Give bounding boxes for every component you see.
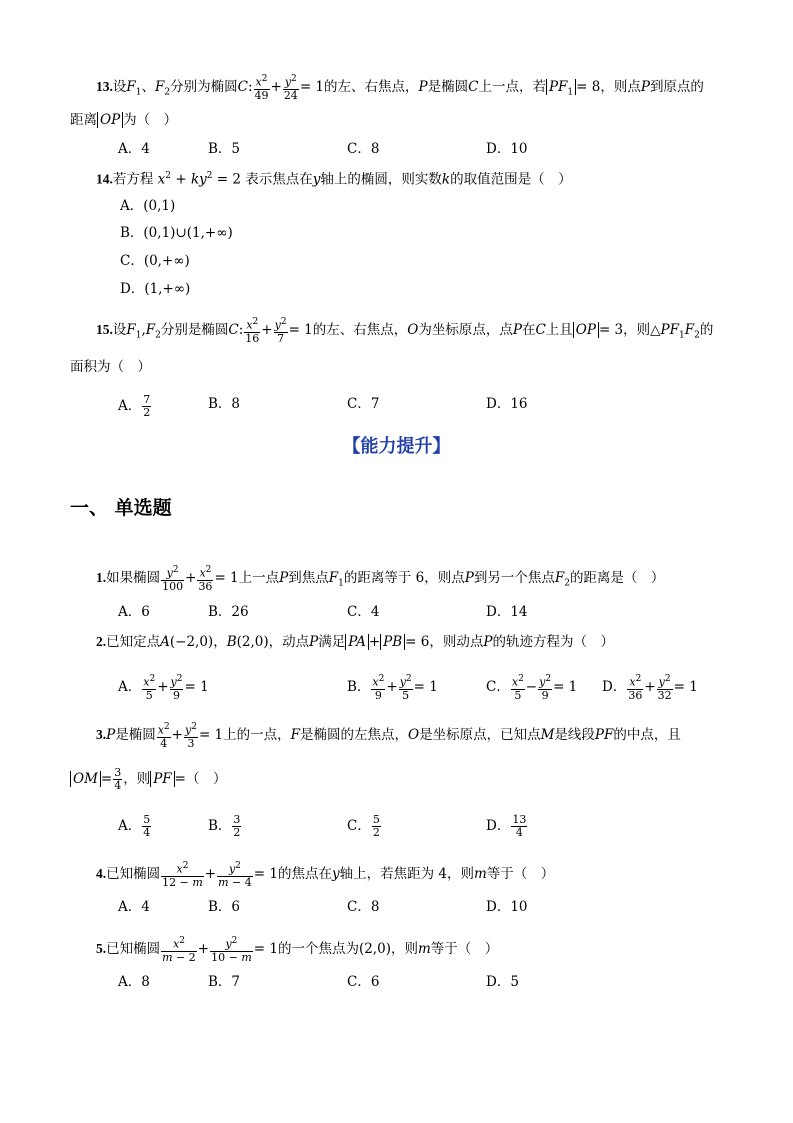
option-d[interactable]: D．(1,+∞)	[120, 281, 191, 297]
option-a[interactable]: A．8	[118, 974, 150, 990]
option-d[interactable]: D． $\frac{13}{4}$	[486, 813, 527, 839]
fraction: $\frac{y^2}{24}$	[283, 74, 298, 102]
option-c[interactable]: C． $\frac{5}{2}$	[347, 813, 380, 839]
option-d[interactable]: D．10	[486, 899, 528, 915]
option-b[interactable]: B．6	[208, 899, 241, 915]
question-13-line-2: 距离 OP 为（ ）	[70, 112, 178, 128]
option-a[interactable]: A．6	[118, 604, 150, 620]
option-c[interactable]: C．(0,+∞)	[120, 253, 190, 269]
question-15-line-2: 面积为（ ）	[70, 359, 151, 375]
option-d[interactable]: D．14	[486, 604, 528, 620]
question-15-line-1: 15.设$F_1,F_2$分别是椭圆C: $\frac{x^2}{16}$ + $\frac{y^2}{7}$ = 1的左、右焦点，O为坐标原点，点P在C上且 OP = 3，则$\triangle PF_1F_2$的	[96, 317, 714, 345]
option-a[interactable]: A． $\frac{x^2}{5}$ + $\frac{y^2}{9}$ = 1	[118, 674, 209, 702]
option-c[interactable]: C． $\frac{x^2}{5}$ − $\frac{y^2}{9}$ = 1	[486, 674, 578, 702]
fraction: $\frac{y^2}{7}$	[274, 317, 287, 345]
option-a[interactable]: A． $\frac{5}{4}$	[118, 813, 151, 839]
section-heading: 一、 单选题	[70, 497, 172, 519]
option-d[interactable]: D．16	[486, 396, 528, 412]
question-1-stem: 1.如果椭圆 $\frac{y^2}{100}$ + $\frac{x^2}{36}$ = 1上一点P到焦点$F_1$的距离等于 6，则点P到另一个焦点$F_2$的距离是（ ）	[96, 565, 665, 593]
option-a[interactable]: A． $\frac{7}{2}$	[118, 393, 151, 419]
option-d[interactable]: D．10	[486, 141, 528, 157]
option-b[interactable]: B．8	[208, 396, 241, 412]
fraction: $\frac{y^2}{100}$	[162, 565, 184, 593]
option-b[interactable]: B．(0,1)∪(1,+∞)	[120, 225, 233, 241]
option-c[interactable]: C．7	[347, 396, 380, 412]
question-4-stem: 4.已知椭圆 $\frac{x^2}{12 - m}$ + $\frac{y^2}{m - 4}$ = 1的焦点在y轴上，若焦距为 4，则m等于（ ）	[96, 861, 555, 889]
option-a[interactable]: A．4	[118, 899, 150, 915]
option-d[interactable]: D． $\frac{x^2}{36}$ + $\frac{y^2}{32}$ = 1	[602, 674, 698, 702]
question-14-stem: 14.若方程 $x^2 + ky^2 = 2$ 表示焦点在y轴上的椭圆，则实数k的取值范围是（ ）	[96, 171, 572, 188]
option-b[interactable]: B．5	[208, 141, 241, 157]
option-b[interactable]: B． $\frac{3}{2}$	[208, 813, 241, 839]
option-b[interactable]: B． $\frac{x^2}{9}$ + $\frac{y^2}{5}$ = 1	[347, 674, 438, 702]
option-b[interactable]: B．7	[208, 974, 241, 990]
fraction: $\frac{7}{2}$	[143, 393, 151, 419]
option-a[interactable]: A．4	[118, 141, 150, 157]
option-c[interactable]: C．8	[347, 899, 380, 915]
fraction: $\frac{x^2}{36}$	[198, 565, 213, 593]
section-title: 【能力提升】	[342, 436, 451, 457]
option-c[interactable]: C．8	[347, 141, 380, 157]
fraction: $\frac{x^2}{49}$	[254, 74, 269, 102]
option-c[interactable]: C．6	[347, 974, 380, 990]
option-b[interactable]: B．26	[208, 604, 249, 620]
option-c[interactable]: C．4	[347, 604, 380, 620]
question-3-line-2: OM = $\frac{3}{4}$ ，则 PF =（ ）	[70, 767, 226, 792]
question-2-stem: 2.已知定点A(−2,0)，B(2,0)，动点P满足 PA + PB = 6，则动点P的轨迹方程为（ ）	[96, 634, 614, 650]
question-13-line-1: 13.设$F_1$、$F_2$分别为椭圆C: $\frac{x^2}{49}$ + $\frac{y^2}{24}$ = 1的左、右焦点，P是椭圆C上一点，若 $PF_1 = 8$，则点P到原点的	[96, 74, 704, 102]
fraction: $\frac{x^2}{16}$	[245, 317, 260, 345]
question-3-line-1: 3.P是椭圆 $\frac{x^2}{4}$ + $\frac{y^2}{3}$ = 1上的一点，F是椭圆的左焦点，O是坐标原点，已知点M是线段PF的中点，且	[96, 722, 681, 750]
option-a[interactable]: A．(0,1)	[120, 198, 176, 214]
question-5-stem: 5.已知椭圆 $\frac{x^2}{m - 2}$ + $\frac{y^2}{10 - m}$ = 1的一个焦点为(2,0)，则m等于（ ）	[96, 936, 499, 964]
option-d[interactable]: D．5	[486, 974, 519, 990]
